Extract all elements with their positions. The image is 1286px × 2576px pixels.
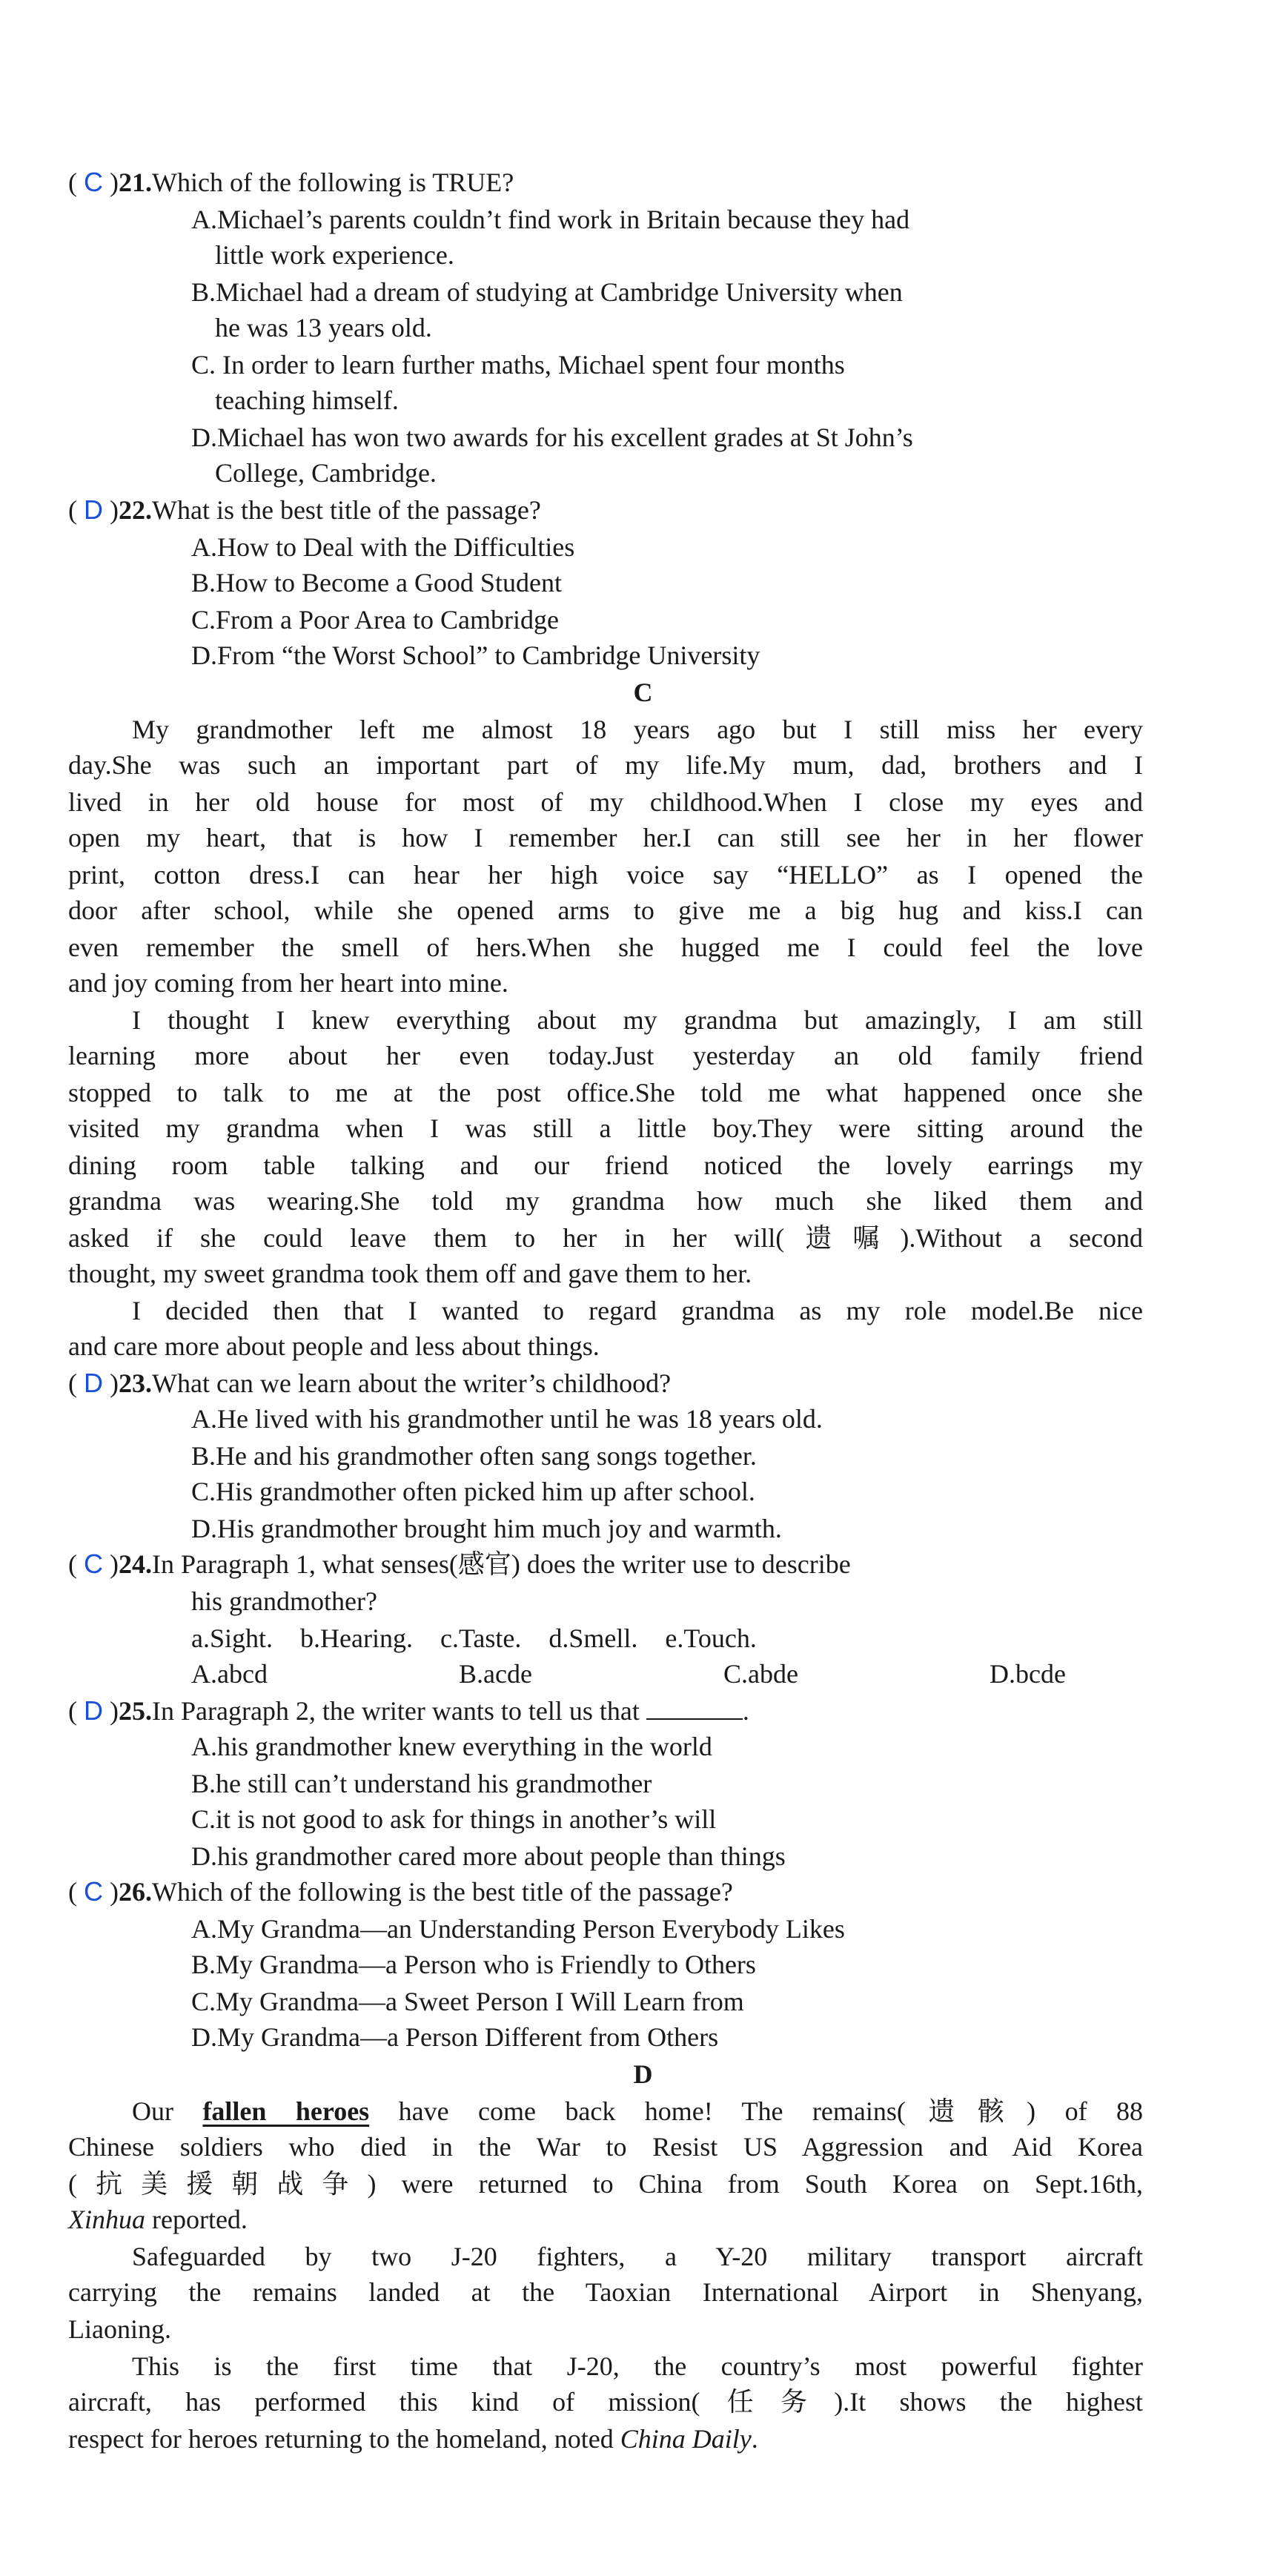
question-stem: Which of the following is the best title of the passage? xyxy=(152,1877,733,1907)
paren-open: ( xyxy=(68,168,77,197)
paragraph-line: Liaoning. xyxy=(68,2314,171,2344)
option-b-cont: he was 13 years old. xyxy=(215,313,432,342)
option-c-cont: teaching himself. xyxy=(215,385,399,415)
answer-22: D xyxy=(84,494,103,525)
sense-item: e.Touch. xyxy=(665,1623,757,1653)
paragraph-line xyxy=(132,2093,1143,2129)
paren-open: ( xyxy=(68,1877,77,1907)
paragraph-line: stopped to talk to me at the post office.She told me what happened once she xyxy=(68,1078,1143,1107)
answer-blank xyxy=(646,1696,743,1720)
answer-21: C xyxy=(84,167,103,197)
question-number: 22. xyxy=(119,495,152,525)
option-b: B.Michael had a dream of studying at Cambridge University when xyxy=(191,277,903,307)
paren-close: ) xyxy=(110,1549,119,1579)
paragraph-line: even remember the smell of hers.When she hugged me I could feel the love xyxy=(68,933,1143,962)
question-number: 26. xyxy=(119,1877,152,1907)
question-stem: In Paragraph 2, the writer wants to tell us that xyxy=(152,1696,640,1726)
paragraph-line: grandma was wearing.She told my grandma how much she liked them and xyxy=(68,1186,1143,1216)
question-23 xyxy=(68,1365,671,1401)
paren-close: ) xyxy=(110,168,119,197)
option-b: B.My Grandma—a Person who is Friendly to Others xyxy=(191,1950,756,1979)
paragraph-line xyxy=(68,2421,1143,2457)
answer-24: C xyxy=(84,1549,103,1579)
paragraph-line: I decided then that I wanted to regard grandma as my role model.Be nice xyxy=(132,1296,1143,1325)
sense-item: d.Smell. xyxy=(548,1623,638,1653)
source-name: Xinhua xyxy=(68,2205,145,2234)
option-b: B.he still can’t understand his grandmother xyxy=(191,1769,652,1798)
option-c: C.abde xyxy=(723,1659,798,1689)
paragraph-line: Safeguarded by two J-20 fighters, a Y-20 military transport aircraft xyxy=(132,2242,1143,2271)
question-24 xyxy=(68,1546,851,1582)
option-a: A.How to Deal with the Difficulties xyxy=(191,532,575,562)
question-stem: Which of the following is TRUE? xyxy=(152,168,514,197)
question-number: 25. xyxy=(119,1696,152,1726)
option-a-cont: little work experience. xyxy=(215,240,454,270)
section-heading-c: C xyxy=(633,678,653,707)
answer-25: D xyxy=(84,1695,103,1726)
option-a: A.He lived with his grandmother until he was 18 years old. xyxy=(191,1404,823,1434)
text-run: . xyxy=(751,2424,758,2454)
text-run: have come back home! The remains(遗骸) of 88 xyxy=(398,2096,1144,2126)
question-number: 23. xyxy=(119,1368,152,1398)
question-25: ( D )25.In Paragraph 2, the writer wants to tell us that . xyxy=(68,1695,749,1726)
paragraph-line: and joy coming from her heart into mine. xyxy=(68,968,508,998)
question-stem: What can we learn about the writer’s childhood? xyxy=(152,1368,672,1398)
sense-item: c.Taste. xyxy=(440,1623,522,1653)
question-21 xyxy=(68,165,514,200)
text-run: respect for heroes returning to the homeland, noted xyxy=(68,2424,614,2454)
question-number: 24. xyxy=(119,1549,152,1579)
option-b: B.He and his grandmother often sang songs together. xyxy=(191,1441,757,1471)
question-26 xyxy=(68,1874,733,1910)
sense-item: b.Hearing. xyxy=(300,1623,413,1653)
question-stem: What is the best title of the passage? xyxy=(152,495,541,525)
option-d: D.bcde xyxy=(990,1659,1066,1689)
option-c: C.it is not good to ask for things in another’s will xyxy=(191,1804,717,1834)
option-c: C.My Grandma—a Sweet Person I Will Learn from xyxy=(191,1987,744,2016)
paragraph-line: This is the first time that J-20, the country’s most powerful fighter xyxy=(132,2351,1143,2381)
option-d: D.His grandmother brought him much joy and warmth. xyxy=(191,1514,782,1543)
paren-close: ) xyxy=(110,1877,119,1907)
option-c: C.His grandmother often picked him up after school. xyxy=(191,1477,755,1506)
paragraph-line: carrying the remains landed at the Taoxian International Airport in Shenyang, xyxy=(68,2277,1143,2307)
paragraph-line: (抗美援朝战争) were returned to China from South Korea on Sept.16th, xyxy=(68,2169,1143,2199)
paren-open: ( xyxy=(68,1696,77,1726)
paragraph-line: aircraft, has performed this kind of mission(任务).It shows the highest xyxy=(68,2387,1143,2417)
sense-list xyxy=(191,1620,778,1656)
paragraph-line: thought, my sweet grandma took them off and gave them to her. xyxy=(68,1259,752,1288)
answer-26: C xyxy=(84,1876,103,1907)
highlighted-term: fallen heroes xyxy=(202,2096,370,2126)
paren-close: ) xyxy=(110,1368,119,1398)
question-22 xyxy=(68,492,541,528)
paragraph-line: asked if she could leave them to her in her will(遗嘱).Without a second xyxy=(68,1223,1143,1253)
option-c: C.From a Poor Area to Cambridge xyxy=(191,605,559,635)
option-a: A.his grandmother knew everything in the world xyxy=(191,1732,712,1761)
paragraph-line: lived in her old house for most of my childhood.When I close my eyes and xyxy=(68,787,1143,817)
option-a: A.abcd xyxy=(191,1659,268,1689)
question-stem-cont: his grandmother? xyxy=(191,1586,377,1616)
option-a: A.Michael’s parents couldn’t find work in Britain because they had xyxy=(191,205,910,234)
paragraph-line: day.She was such an important part of my life.My mum, dad, brothers and I xyxy=(68,750,1143,780)
option-b: B.How to Become a Good Student xyxy=(191,568,562,597)
paren-close: ) xyxy=(110,495,119,525)
option-d: D.My Grandma—a Person Different from Others xyxy=(191,2022,719,2052)
paren-open: ( xyxy=(68,1549,77,1579)
source-name: China Daily xyxy=(620,2424,752,2454)
text-run: reported. xyxy=(152,2205,248,2234)
paragraph-line: print, cotton dress.I can hear her high voice say “HELLO” as I opened the xyxy=(68,860,1143,890)
option-a: A.My Grandma—an Understanding Person Everybody Likes xyxy=(191,1914,845,1944)
paragraph-line: visited my grandma when I was still a little boy.They were sitting around the xyxy=(68,1113,1143,1143)
paren-open: ( xyxy=(68,495,77,525)
option-d: D.Michael has won two awards for his excellent grades at St John’s xyxy=(191,423,913,452)
sense-item: a.Sight. xyxy=(191,1623,274,1653)
paren-close: ) xyxy=(110,1696,119,1726)
option-d: D.his grandmother cared more about people than things xyxy=(191,1841,786,1871)
option-c: C. In order to learn further maths, Michael spent four months xyxy=(191,350,845,380)
question-number: 21. xyxy=(119,168,152,197)
paragraph-line: My grandmother left me almost 18 years ago but I still miss her every xyxy=(132,715,1143,744)
option-d: D.From “the Worst School” to Cambridge University xyxy=(191,640,760,670)
paragraph-line: learning more about her even today.Just yesterday an old family friend xyxy=(68,1041,1143,1070)
option-row xyxy=(191,1656,1066,1692)
paragraph-line: and care more about people and less about things. xyxy=(68,1331,600,1361)
option-d-cont: College, Cambridge. xyxy=(215,458,437,488)
paren-open: ( xyxy=(68,1368,77,1398)
section-heading-d: D xyxy=(633,2059,653,2089)
paragraph-line: door after school, while she opened arms to give me a big hug and kiss.I can xyxy=(68,895,1143,925)
paragraph-line: open my heart, that is how I remember her.I can still see her in her flower xyxy=(68,823,1143,852)
text-run: Our xyxy=(132,2096,173,2126)
option-b: B.acde xyxy=(459,1659,532,1689)
paragraph-line: Chinese soldiers who died in the War to Resist US Aggression and Aid Korea xyxy=(68,2132,1143,2162)
paragraph-line xyxy=(68,2202,1143,2237)
question-stem: In Paragraph 1, what senses(感官) does the writer use to describe xyxy=(152,1549,851,1579)
answer-23: D xyxy=(84,1368,103,1398)
paragraph-line: dining room table talking and our friend noticed the lovely earrings my xyxy=(68,1150,1143,1180)
paragraph-line: I thought I knew everything about my grandma but amazingly, I am still xyxy=(132,1005,1143,1035)
